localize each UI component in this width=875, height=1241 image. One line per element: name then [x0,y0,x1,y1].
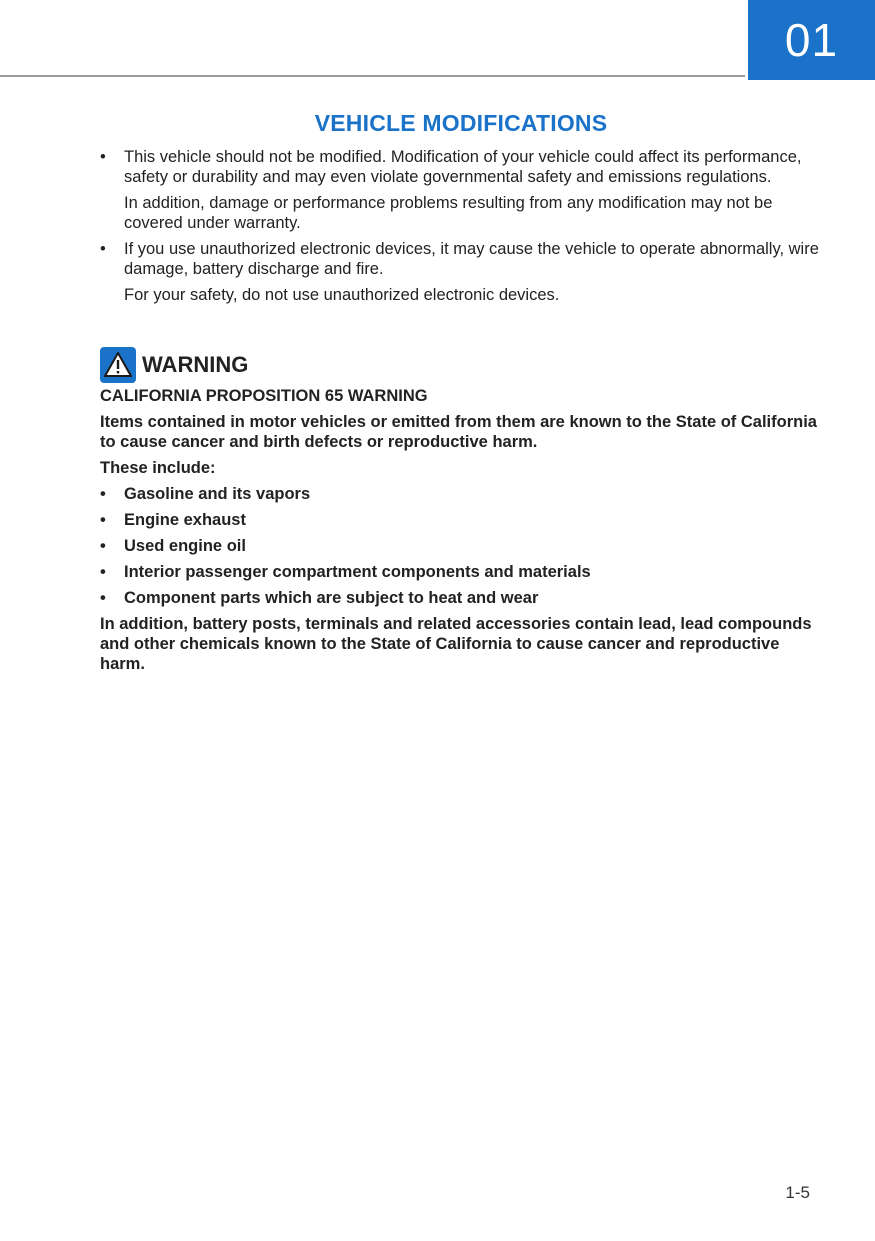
section-title: VEHICLE MODIFICATIONS [314,110,608,136]
list-item [100,588,822,608]
list-item [100,484,822,504]
bullet: • [100,511,106,529]
includes-label: These include: [100,459,216,477]
list-item [100,239,822,279]
list-item [100,536,822,556]
list-item [100,510,822,530]
paragraph-note: In addition, damage or performance problems resulting from any modification may not be covered under warranty. [124,194,773,232]
warning-triangle-icon-graphic [103,351,133,379]
list-item-text: Engine exhaust [124,511,246,529]
list-item-text: Interior passenger compartment components and materials [124,563,591,581]
warning-triangle-icon [100,347,136,383]
warning-closing: In addition, battery posts, terminals and related accessories contain lead, lead compounds and other chemicals known to the State of California to cause cancer and reproductive harm. [100,615,812,673]
list-item-text: Used engine oil [124,537,246,555]
paragraph: If you use unauthorized electronic devices, it may cause the vehicle to operate abnormally, wire damage, battery discharge and fire. [124,240,819,278]
paragraph-note: For your safety, do not use unauthorized electronic devices. [124,286,560,304]
bullet: • [100,485,106,503]
modifications-section [100,147,822,305]
bullet: • [100,589,106,607]
list-item [100,147,822,187]
warning-statement: Items contained in motor vehicles or emitted from them are known to the State of California to cause cancer and birth defects or reproductive harm. [100,413,817,451]
bullet: • [100,537,106,555]
list-item-text: Component parts which are subject to heat and wear [124,589,539,607]
page-number: 1-5 [785,1183,810,1202]
warning-body [100,386,822,674]
warning-header [100,347,248,383]
chapter-tab: 01 [748,0,875,80]
list-item [100,562,822,582]
list-item-text: Gasoline and its vapors [124,485,311,503]
bullet: • [100,563,106,581]
warning-heading: CALIFORNIA PROPOSITION 65 WARNING [100,387,428,405]
bullet: • [100,148,106,166]
header-rule [0,75,745,77]
paragraph: This vehicle should not be modified. Modification of your vehicle could affect its performance, safety or durability and may even violate governmental safety and emissions regulations. [124,148,802,186]
bullet: • [100,240,106,258]
warning-label: WARNING [142,352,249,377]
